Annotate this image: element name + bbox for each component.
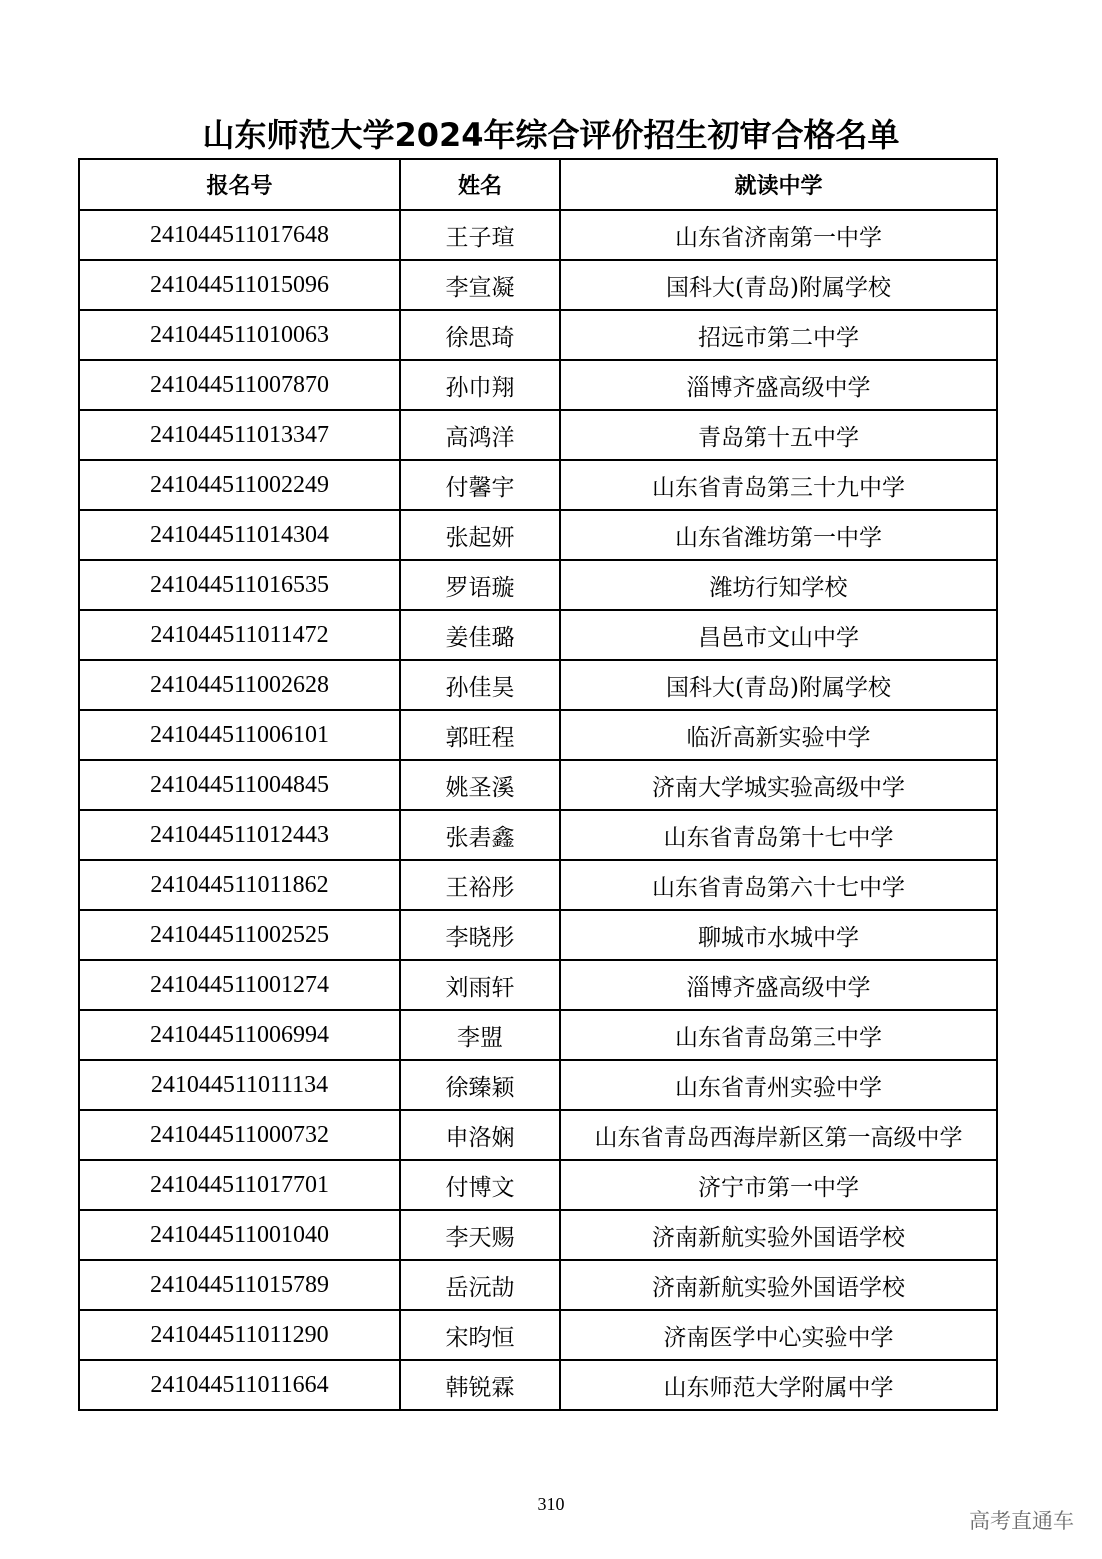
school-cell: 山东师范大学附属中学 bbox=[560, 1360, 997, 1410]
school-cell: 淄博齐盛高级中学 bbox=[560, 360, 997, 410]
registration-number-cell: 241044511007870 bbox=[79, 360, 400, 410]
table-row bbox=[79, 1160, 997, 1210]
table-row bbox=[79, 510, 997, 560]
school-cell: 山东省青岛第十七中学 bbox=[560, 810, 997, 860]
table-row bbox=[79, 710, 997, 760]
table-row bbox=[79, 1060, 997, 1110]
school-cell: 山东省青岛西海岸新区第一高级中学 bbox=[560, 1110, 997, 1160]
school-cell: 临沂高新实验中学 bbox=[560, 710, 997, 760]
registration-number-cell: 241044511011290 bbox=[79, 1310, 400, 1360]
registration-number-cell: 241044511002525 bbox=[79, 910, 400, 960]
table-row bbox=[79, 760, 997, 810]
school-cell: 济南新航实验外国语学校 bbox=[560, 1260, 997, 1310]
table-row bbox=[79, 310, 997, 360]
student-name-cell: 罗语璇 bbox=[400, 560, 560, 610]
student-name-cell: 刘雨轩 bbox=[400, 960, 560, 1010]
watermark: 高考直通车 bbox=[969, 1509, 1074, 1533]
school-cell: 山东省青岛第三十九中学 bbox=[560, 460, 997, 510]
table-row bbox=[79, 1110, 997, 1160]
registration-number-cell: 241044511001274 bbox=[79, 960, 400, 1010]
registration-number-cell: 241044511013347 bbox=[79, 410, 400, 460]
registration-number-cell: 241044511002249 bbox=[79, 460, 400, 510]
student-name-cell: 李宣凝 bbox=[400, 260, 560, 310]
student-name-cell: 宋昀恒 bbox=[400, 1310, 560, 1360]
table-row bbox=[79, 910, 997, 960]
roster-table bbox=[78, 158, 998, 1411]
student-name-cell: 徐臻颖 bbox=[400, 1060, 560, 1110]
student-name-cell: 郭旺程 bbox=[400, 710, 560, 760]
student-name-cell: 姚圣溪 bbox=[400, 760, 560, 810]
registration-number-cell: 241044511010063 bbox=[79, 310, 400, 360]
student-name-cell: 孙佳昊 bbox=[400, 660, 560, 710]
school-cell: 昌邑市文山中学 bbox=[560, 610, 997, 660]
table-row bbox=[79, 1310, 997, 1360]
table-body bbox=[79, 210, 997, 1410]
student-name-cell: 张起妍 bbox=[400, 510, 560, 560]
table-row bbox=[79, 410, 997, 460]
student-name-cell: 申洛娴 bbox=[400, 1110, 560, 1160]
registration-number-cell: 241044511011862 bbox=[79, 860, 400, 910]
table-row bbox=[79, 1360, 997, 1410]
table-row bbox=[79, 360, 997, 410]
student-name-cell: 付馨宇 bbox=[400, 460, 560, 510]
school-cell: 济宁市第一中学 bbox=[560, 1160, 997, 1210]
registration-number-cell: 241044511011134 bbox=[79, 1060, 400, 1110]
school-cell: 山东省青岛第三中学 bbox=[560, 1010, 997, 1060]
registration-number-cell: 241044511011472 bbox=[79, 610, 400, 660]
school-cell: 山东省青岛第六十七中学 bbox=[560, 860, 997, 910]
student-name-cell: 韩锐霖 bbox=[400, 1360, 560, 1410]
school-cell: 济南医学中心实验中学 bbox=[560, 1310, 997, 1360]
student-name-cell: 高鸿洋 bbox=[400, 410, 560, 460]
registration-number-cell: 241044511002628 bbox=[79, 660, 400, 710]
header-registration-number: 报名号 bbox=[79, 159, 400, 210]
registration-number-cell: 241044511000732 bbox=[79, 1110, 400, 1160]
student-name-cell: 李晓彤 bbox=[400, 910, 560, 960]
school-cell: 济南大学城实验高级中学 bbox=[560, 760, 997, 810]
table-row bbox=[79, 210, 997, 260]
table-row bbox=[79, 460, 997, 510]
student-name-cell: 王子瑄 bbox=[400, 210, 560, 260]
header-school: 就读中学 bbox=[560, 159, 997, 210]
school-cell: 潍坊行知学校 bbox=[560, 560, 997, 610]
school-cell: 国科大(青岛)附属学校 bbox=[560, 260, 997, 310]
student-name-cell: 李盟 bbox=[400, 1010, 560, 1060]
registration-number-cell: 241044511011664 bbox=[79, 1360, 400, 1410]
school-cell: 山东省济南第一中学 bbox=[560, 210, 997, 260]
school-cell: 国科大(青岛)附属学校 bbox=[560, 660, 997, 710]
student-name-cell: 王裕彤 bbox=[400, 860, 560, 910]
table-row bbox=[79, 260, 997, 310]
school-cell: 青岛第十五中学 bbox=[560, 410, 997, 460]
page-title: 山东师范大学2024年综合评价招生初审合格名单 bbox=[202, 116, 900, 154]
registration-number-cell: 241044511016535 bbox=[79, 560, 400, 610]
student-name-cell: 徐思琦 bbox=[400, 310, 560, 360]
student-name-cell: 孙巾翔 bbox=[400, 360, 560, 410]
registration-number-cell: 241044511006994 bbox=[79, 1010, 400, 1060]
table-row bbox=[79, 860, 997, 910]
table-row bbox=[79, 810, 997, 860]
student-name-cell: 付博文 bbox=[400, 1160, 560, 1210]
student-name-cell: 李天赐 bbox=[400, 1210, 560, 1260]
table-row bbox=[79, 960, 997, 1010]
registration-number-cell: 241044511001040 bbox=[79, 1210, 400, 1260]
student-name-cell: 张砉鑫 bbox=[400, 810, 560, 860]
registration-number-cell: 241044511015096 bbox=[79, 260, 400, 310]
table-row bbox=[79, 1210, 997, 1260]
page-number: 310 bbox=[537, 1494, 565, 1514]
table-row bbox=[79, 560, 997, 610]
registration-number-cell: 241044511017701 bbox=[79, 1160, 400, 1210]
registration-number-cell: 241044511004845 bbox=[79, 760, 400, 810]
table-row bbox=[79, 660, 997, 710]
table-row bbox=[79, 610, 997, 660]
registration-number-cell: 241044511006101 bbox=[79, 710, 400, 760]
school-cell: 招远市第二中学 bbox=[560, 310, 997, 360]
table-row bbox=[79, 1010, 997, 1060]
student-name-cell: 姜佳璐 bbox=[400, 610, 560, 660]
registration-number-cell: 241044511017648 bbox=[79, 210, 400, 260]
registration-number-cell: 241044511014304 bbox=[79, 510, 400, 560]
header-name: 姓名 bbox=[400, 159, 560, 210]
school-cell: 济南新航实验外国语学校 bbox=[560, 1210, 997, 1260]
school-cell: 山东省青州实验中学 bbox=[560, 1060, 997, 1110]
school-cell: 山东省潍坊第一中学 bbox=[560, 510, 997, 560]
table-header-row bbox=[79, 159, 997, 210]
student-name-cell: 岳沅劼 bbox=[400, 1260, 560, 1310]
table-row bbox=[79, 1260, 997, 1310]
school-cell: 聊城市水城中学 bbox=[560, 910, 997, 960]
registration-number-cell: 241044511015789 bbox=[79, 1260, 400, 1310]
school-cell: 淄博齐盛高级中学 bbox=[560, 960, 997, 1010]
registration-number-cell: 241044511012443 bbox=[79, 810, 400, 860]
